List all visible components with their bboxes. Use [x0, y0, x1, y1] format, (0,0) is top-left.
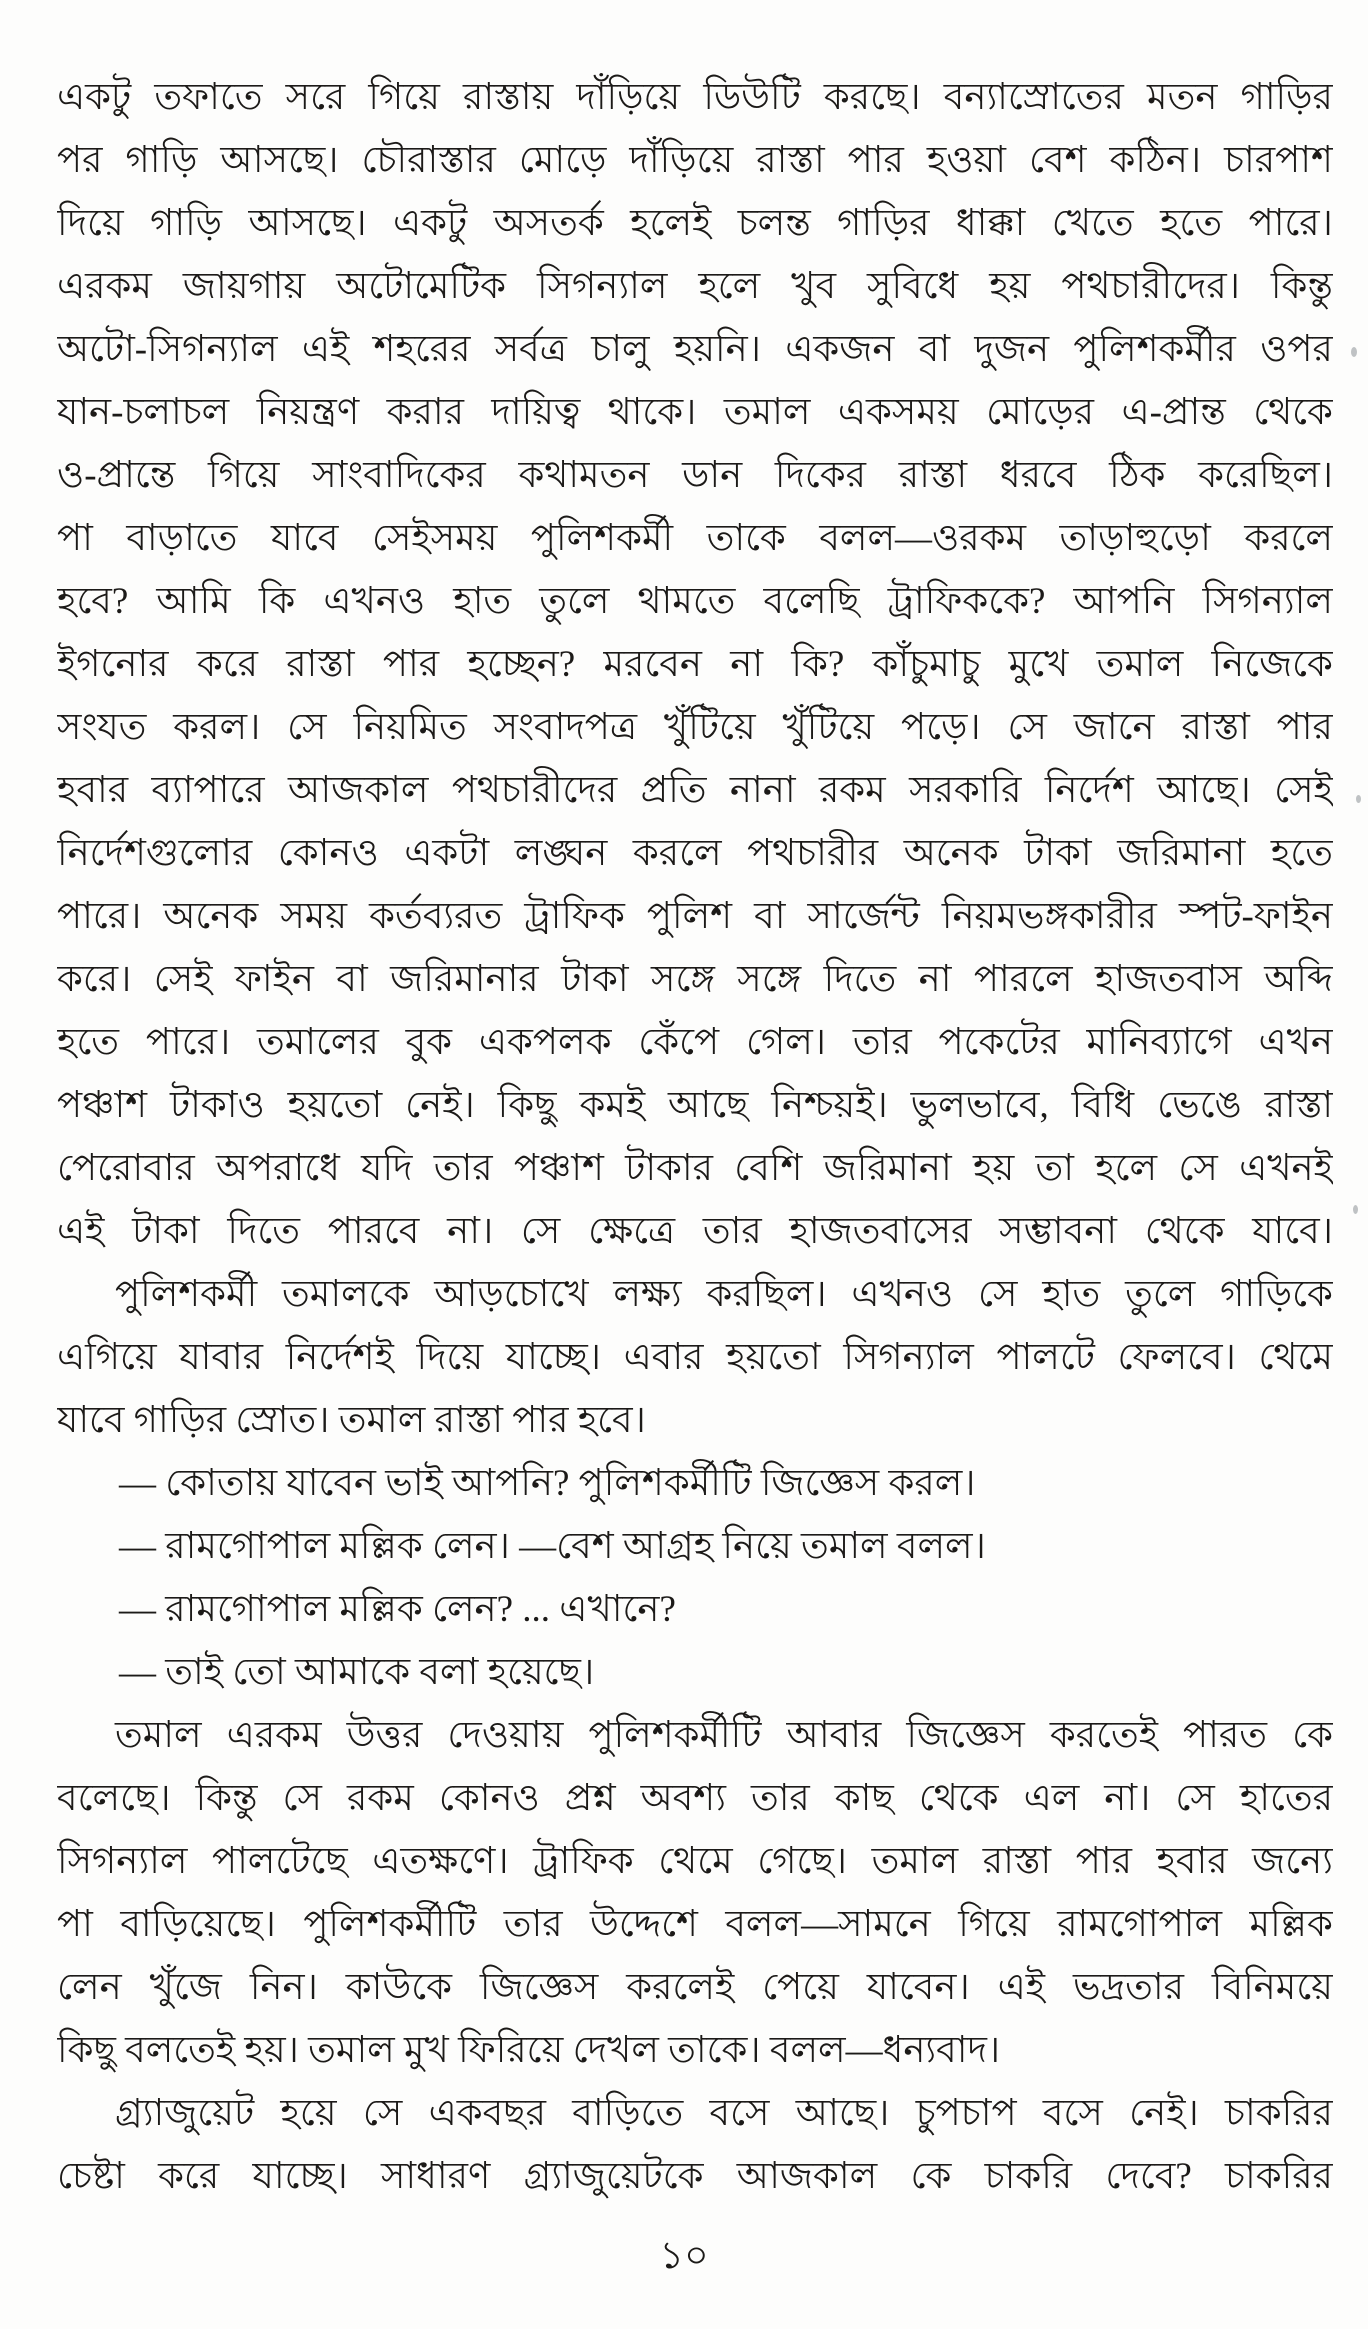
text-line: নির্দেশগুলোর কোনও একটা লঙ্ঘন করলে পথচারীর অনেক টাকা জরিমানা হতে [57, 833, 1333, 874]
text-line: গ্র্যাজুয়েট হয়ে সে একবছর বাড়িতে বসে আছে। চুপচাপ বসে নেই। চাকরির [115, 2093, 1333, 2134]
page-number: ১০ [659, 2235, 709, 2277]
page-text-block [57, 66, 1333, 2208]
text-line: পারে। অনেক সময় কর্তব্যরত ট্রাফিক পুলিশ বা সার্জেন্ট নিয়মভঙ্গকারীর স্পট-ফাইন [57, 896, 1333, 937]
text-line: একটু তফাতে সরে গিয়ে রাস্তায় দাঁড়িয়ে ডিউটি করছে। বন্যাস্রোতের মতন গাড়ির [57, 77, 1333, 118]
text-line: হতে পারে। তমালের বুক একপলক কেঁপে গেল। তার পকেটের মানিব্যাগে এখন [57, 1022, 1333, 1063]
scan-speckle [1356, 795, 1361, 803]
text-line: কিছু বলতেই হয়। তমাল মুখ ফিরিয়ে দেখল তাকে। বলল—ধন্যবাদ। [57, 2030, 1001, 2071]
text-line: পা বাড়াতে যাবে সেইসময় পুলিশকর্মী তাকে বলল—ওরকম তাড়াহুড়ো করলে [57, 518, 1333, 559]
text-line: যাবে গাড়ির স্রোত। তমাল রাস্তা পার হবে। [57, 1400, 646, 1441]
text-line: — রামগোপাল মল্লিক লেন। —বেশ আগ্রহ নিয়ে তমাল বলল। [119, 1526, 986, 1567]
text-line: হবে? আমি কি এখনও হাত তুলে থামতে বলেছি ট্রাফিককে? আপনি সিগন্যাল [57, 581, 1333, 622]
text-line: — তাই তো আমাকে বলা হয়েছে। [119, 1652, 595, 1693]
scan-speckle [1351, 347, 1357, 357]
text-line: দিয়ে গাড়ি আসছে। একটু অসতর্ক হলেই চলন্ত গাড়ির ধাক্কা খেতে হতে পারে। [57, 203, 1333, 244]
text-line: তমাল এরকম উত্তর দেওয়ায় পুলিশকর্মীটি আবার জিজ্ঞেস করতেই পারত কে [115, 1715, 1333, 1756]
text-line: এরকম জায়গায় অটোমেটিক সিগন্যাল হলে খুব সুবিধে হয় পথচারীদের। কিন্তু [57, 266, 1333, 307]
text-line: পর গাড়ি আসছে। চৌরাস্তার মোড়ে দাঁড়িয়ে রাস্তা পার হওয়া বেশ কঠিন। চারপাশ [57, 140, 1333, 181]
text-line: — রামগোপাল মল্লিক লেন? ... এখানে? [119, 1589, 676, 1630]
text-line: যান-চলাচল নিয়ন্ত্রণ করার দায়িত্ব থাকে। তমাল একসময় মোড়ের এ-প্রান্ত থেকে [57, 392, 1333, 433]
text-line: পেরোবার অপরাধে যদি তার পঞ্চাশ টাকার বেশি জরিমানা হয় তা হলে সে এখনই [57, 1148, 1333, 1189]
text-line: এগিয়ে যাবার নির্দেশই দিয়ে যাচ্ছে। এবার হয়তো সিগন্যাল পালটে ফেলবে। থেমে [57, 1337, 1333, 1378]
text-line: লেন খুঁজে নিন। কাউকে জিজ্ঞেস করলেই পেয়ে যাবেন। এই ভদ্রতার বিনিময়ে [57, 1967, 1333, 2008]
text-line: হবার ব্যাপারে আজকাল পথচারীদের প্রতি নানা রকম সরকারি নির্দেশ আছে। সেই [57, 770, 1333, 811]
text-line: পা বাড়িয়েছে। পুলিশকর্মীটি তার উদ্দেশে বলল—সামনে গিয়ে রামগোপাল মল্লিক [57, 1904, 1333, 1945]
text-line: সংযত করল। সে নিয়মিত সংবাদপত্র খুঁটিয়ে খুঁটিয়ে পড়ে। সে জানে রাস্তা পার [57, 707, 1333, 748]
scan-speckle [1353, 1205, 1358, 1214]
text-line: — কোতায় যাবেন ভাই আপনি? পুলিশকর্মীটি জিজ্ঞেস করল। [119, 1463, 976, 1504]
text-line: পঞ্চাশ টাকাও হয়তো নেই। কিছু কমই আছে নিশ্চয়ই। ভুলভাবে, বিধি ভেঙে রাস্তা [57, 1085, 1333, 1126]
text-line: পুলিশকর্মী তমালকে আড়চোখে লক্ষ্য করছিল। এখনও সে হাত তুলে গাড়িকে [115, 1274, 1333, 1315]
text-line: অটো-সিগন্যাল এই শহরের সর্বত্র চালু হয়নি। একজন বা দুজন পুলিশকর্মীর ওপর [57, 329, 1333, 370]
text-line: বলেছে। কিন্তু সে রকম কোনও প্রশ্ন অবশ্য তার কাছ থেকে এল না। সে হাতের [57, 1778, 1333, 1819]
text-line: সিগন্যাল পালটেছে এতক্ষণে। ট্রাফিক থেমে গেছে। তমাল রাস্তা পার হবার জন্যে [57, 1841, 1333, 1882]
text-line: ও-প্রান্তে গিয়ে সাংবাদিকের কথামতন ডান দিকের রাস্তা ধরবে ঠিক করেছিল। [57, 455, 1333, 496]
text-line: চেষ্টা করে যাচ্ছে। সাধারণ গ্র্যাজুয়েটকে আজকাল কে চাকরি দেবে? চাকরির [57, 2156, 1333, 2197]
text-line: ইগনোর করে রাস্তা পার হচ্ছেন? মরবেন না কি? কাঁচুমাচু মুখে তমাল নিজেকে [57, 644, 1333, 685]
text-line: করে। সেই ফাইন বা জরিমানার টাকা সঙ্গে সঙ্গে দিতে না পারলে হাজতবাস অব্দি [57, 959, 1333, 1000]
text-line: এই টাকা দিতে পারবে না। সে ক্ষেত্রে তার হাজতবাসের সম্ভাবনা থেকে যাবে। [57, 1211, 1333, 1252]
